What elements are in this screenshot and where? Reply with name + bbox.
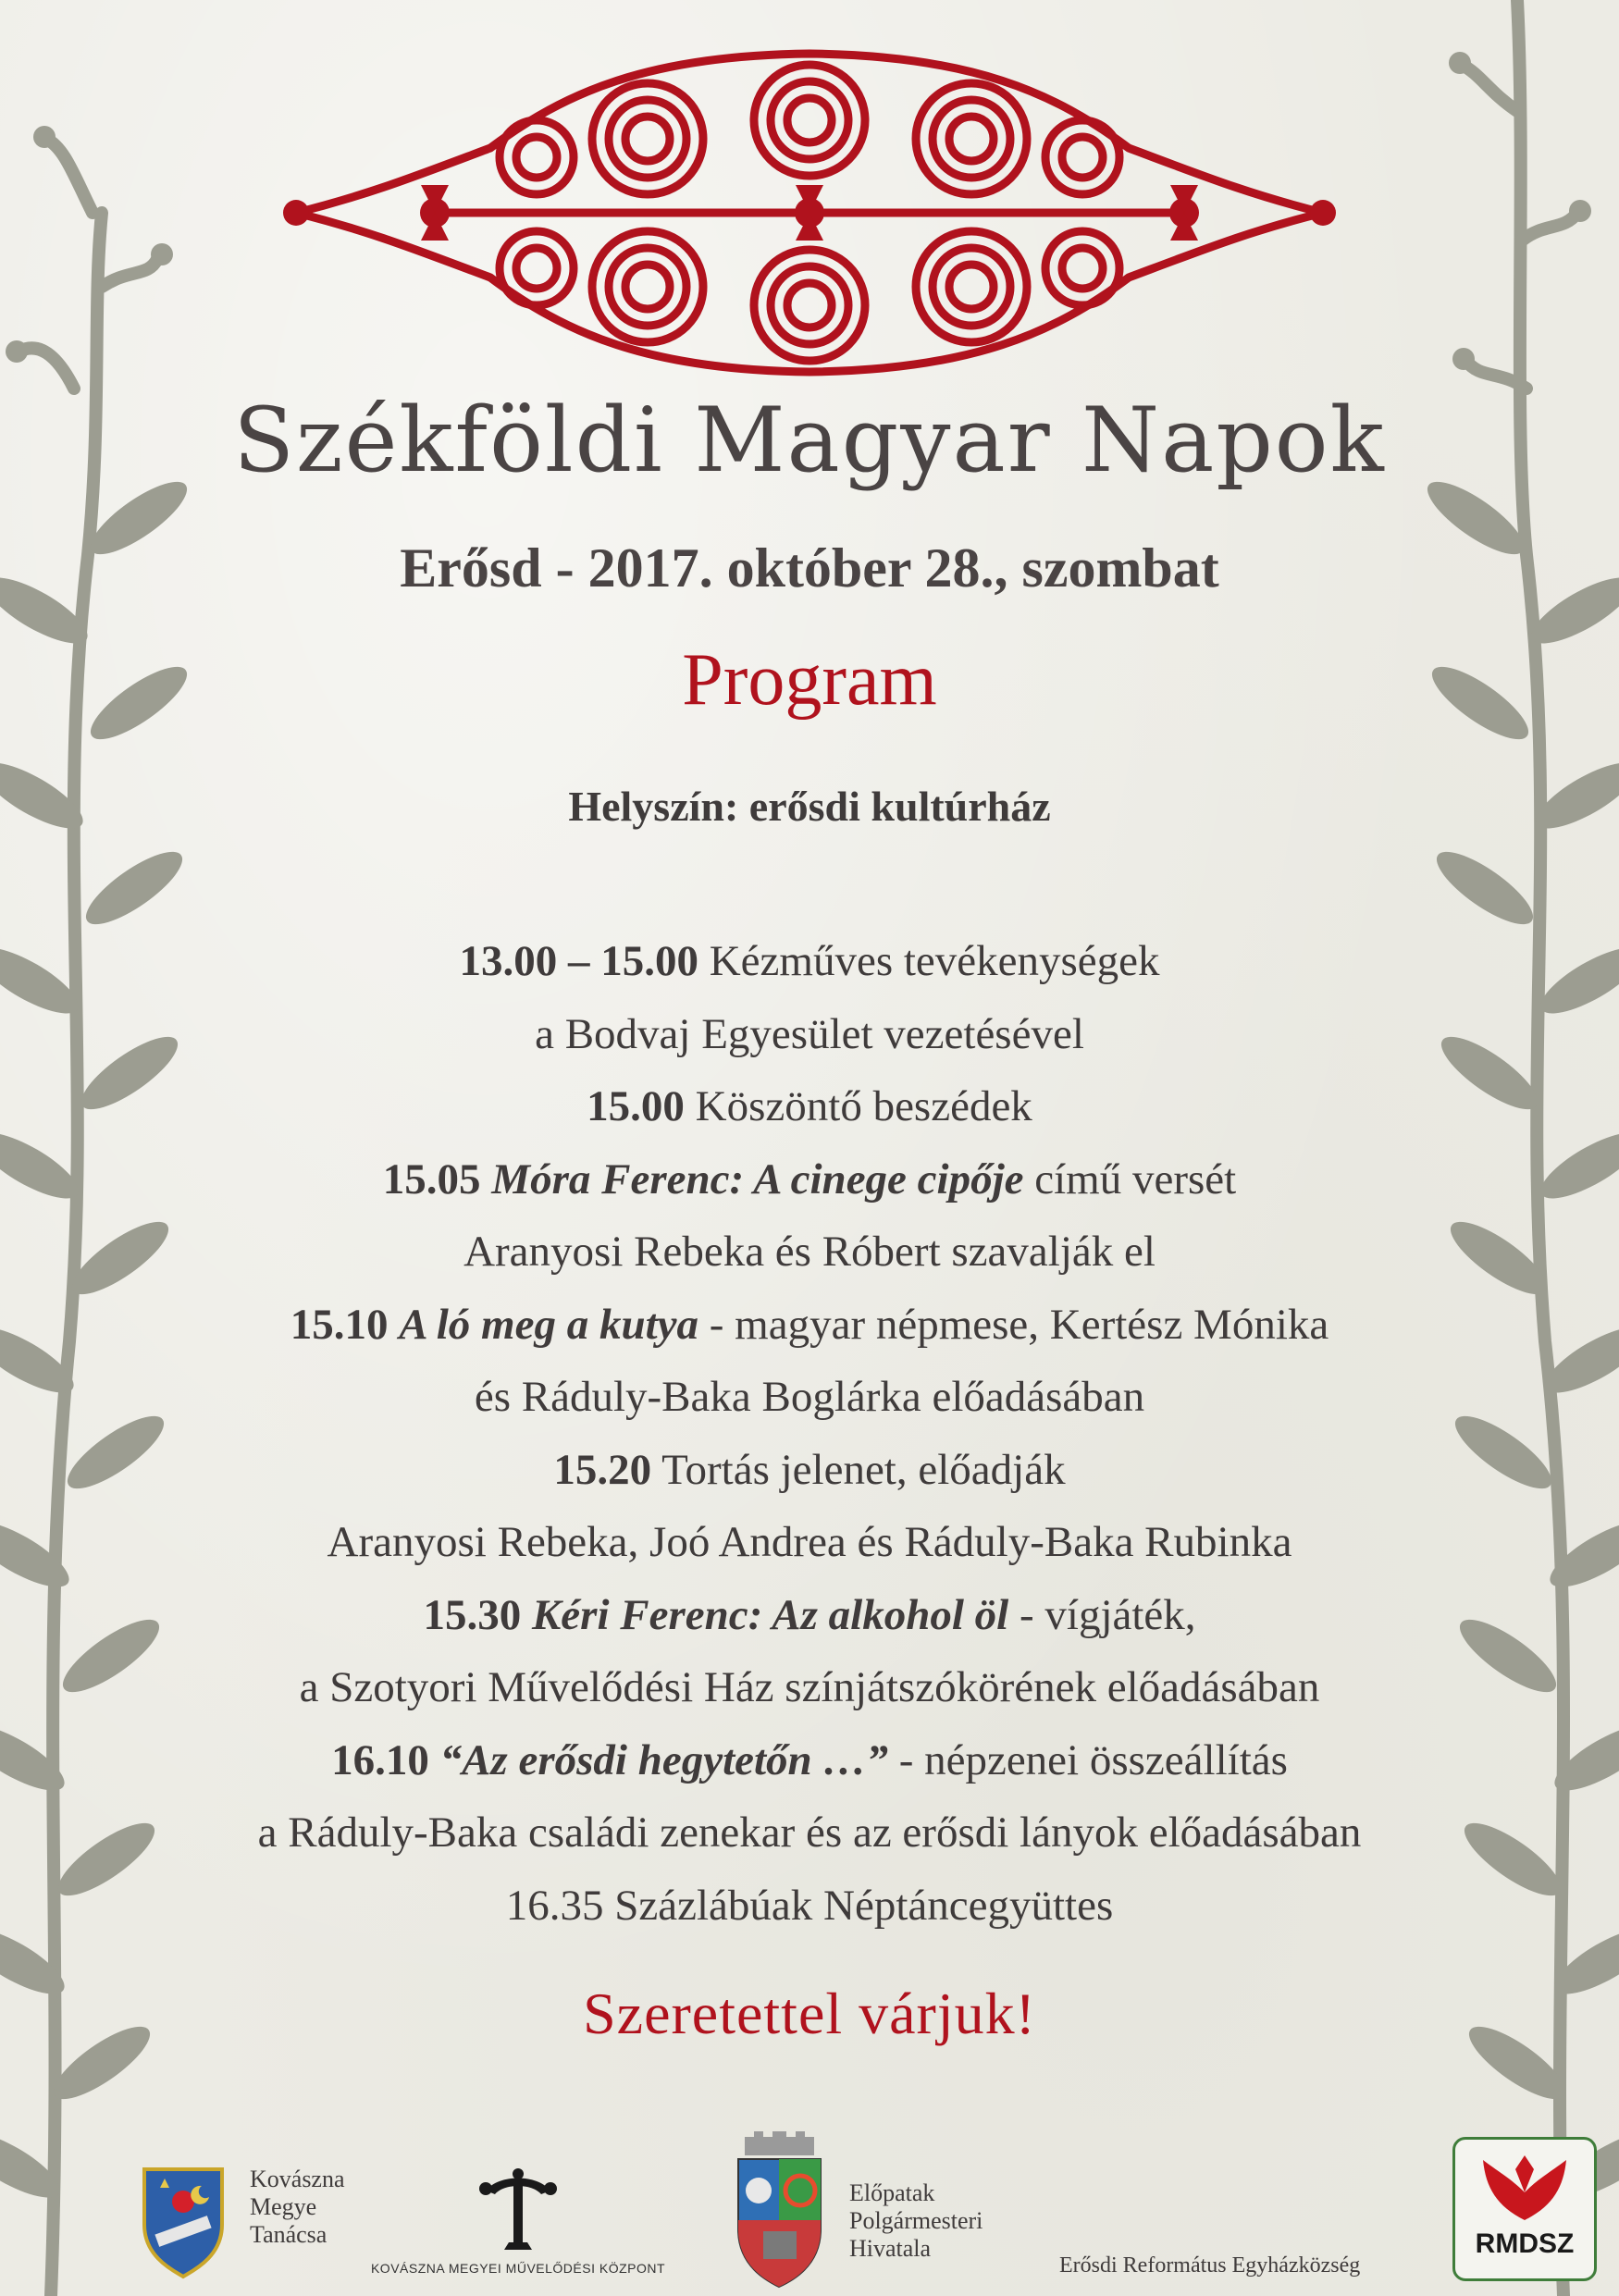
event-date-location: Erősd - 2017. október 28., szombat xyxy=(400,537,1219,599)
rmdsz-label: RMDSZ xyxy=(1475,2228,1575,2259)
schedule-segment: a Szotyori Művelődési Ház színjátszókörének előadásában xyxy=(299,1663,1320,1711)
elopatak-line-2: Polgármesteri xyxy=(849,2207,983,2234)
schedule-segment: Kéri Ferenc: Az alkohol öl xyxy=(531,1590,1009,1639)
schedule-segment: - magyar népmese, Kertész Mónika xyxy=(698,1300,1329,1349)
kovaszna-line-1: Kovászna xyxy=(250,2166,345,2192)
schedule-segment: Kézműves tevékenységek xyxy=(698,937,1160,985)
schedule-segment: 13.00 – 15.00 xyxy=(459,937,698,985)
schedule-segment: 16.35 Százlábúak Néptáncegyüttes xyxy=(505,1881,1114,1930)
sponsor-elopatak-mayor-office xyxy=(731,2128,983,2294)
schedule-segment: Aranyosi Rebeka és Róbert szavalják el xyxy=(463,1228,1156,1276)
schedule-line xyxy=(139,1361,1480,1434)
schedule-segment: A ló meg a kutya xyxy=(399,1300,699,1349)
rmdsz-tulip-icon xyxy=(1478,2151,1571,2225)
schedule-segment: Aranyosi Rebeka, Joó Andrea és Ráduly-Baka Rubinka xyxy=(327,1518,1292,1566)
venue-line: Helyszín: erősdi kultúrház xyxy=(568,783,1051,830)
schedule-segment: 16.10 xyxy=(331,1735,440,1784)
sponsor-cultural-center xyxy=(361,2165,675,2276)
schedule-line xyxy=(139,1870,1480,1943)
schedule-line xyxy=(139,1070,1480,1143)
schedule-segment: a Bodvaj Egyesület vezetésével xyxy=(535,1009,1084,1058)
schedule-line xyxy=(139,1651,1480,1724)
closing-invitation: Szeretettel várjuk! xyxy=(583,1981,1036,2046)
program-schedule xyxy=(139,925,1480,1942)
schedule-line xyxy=(139,1216,1480,1289)
schedule-line xyxy=(139,1796,1480,1870)
schedule-line xyxy=(139,1506,1480,1579)
schedule-segment: és Ráduly-Baka Boglárka előadásában xyxy=(474,1373,1145,1421)
schedule-line xyxy=(139,1579,1480,1652)
sponsor-rmdsz xyxy=(1452,2137,1597,2281)
schedule-segment: - népzenei összeállítás xyxy=(887,1735,1288,1784)
elopatak-coat-of-arms-icon xyxy=(731,2128,828,2290)
page-title: Székföldi Magyar Napok xyxy=(233,389,1386,492)
schedule-segment: - vígjáték, xyxy=(1008,1590,1196,1639)
schedule-line xyxy=(139,998,1480,1071)
schedule-segment: 15.20 xyxy=(553,1445,652,1494)
kovaszna-line-3: Tanácsa xyxy=(250,2221,328,2248)
schedule-line xyxy=(139,1434,1480,1507)
cultural-center-label: KOVÁSZNA MEGYEI MŰVELŐDÉSI KÖZPONT xyxy=(370,2261,666,2276)
schedule-segment: 15.05 xyxy=(382,1154,492,1204)
schedule-segment: Tortás jelenet, előadják xyxy=(651,1445,1066,1494)
schedule-segment: 15.00 xyxy=(587,1082,685,1130)
schedule-segment: című versét xyxy=(1023,1154,1237,1204)
kovaszna-line-2: Megye xyxy=(250,2193,317,2220)
sponsor-reformed-church: Erősdi Református Egyházközség xyxy=(1059,2253,1361,2277)
schedule-segment: Móra Ferenc: A cinege cipője xyxy=(491,1154,1024,1204)
folk-ornament xyxy=(259,37,1360,389)
kovaszna-coat-of-arms-icon xyxy=(137,2160,229,2280)
schedule-line xyxy=(139,1289,1480,1362)
sponsor-kovaszna-county xyxy=(137,2160,345,2285)
schedule-segment: 15.30 xyxy=(423,1590,532,1639)
elopatak-line-1: Előpatak xyxy=(849,2179,935,2206)
elopatak-line-3: Hivatala xyxy=(849,2235,932,2262)
schedule-segment: 15.10 xyxy=(290,1300,400,1349)
schedule-line xyxy=(139,1143,1480,1216)
schedule-line xyxy=(139,925,1480,998)
schedule-line xyxy=(139,1724,1480,1797)
cultural-center-tree-icon xyxy=(467,2165,569,2257)
schedule-segment: a Ráduly-Baka családi zenekar és az erősdi lányok előadásában xyxy=(257,1808,1362,1857)
program-heading: Program xyxy=(682,639,937,721)
schedule-segment: “Az erősdi hegytetőn …” xyxy=(439,1735,888,1784)
schedule-segment: Köszöntő beszédek xyxy=(684,1082,1032,1130)
